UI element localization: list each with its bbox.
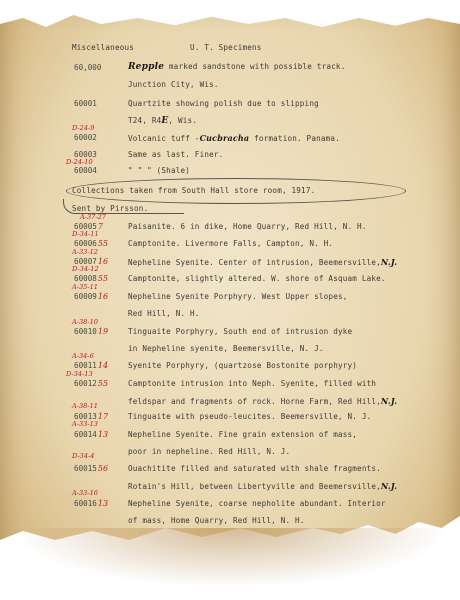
entry-text: marked sandstone with possible track.: [164, 62, 346, 71]
red-catalog-code: D-34-12: [72, 265, 99, 273]
red-suffix: 13: [97, 430, 109, 439]
entry-line: [128, 133, 340, 143]
header-right: U. T. Specimens: [190, 43, 262, 52]
red-catalog-code: A-35-11: [72, 283, 98, 291]
red-catalog-code: A-33-16: [72, 489, 98, 497]
red-suffix: 55: [97, 239, 109, 248]
specimen-number-text: 60007: [74, 257, 97, 266]
entry-line: of mass, Home Quarry, Red Hill, N. H.: [128, 516, 305, 525]
red-suffix: 16: [97, 257, 109, 266]
entry-line: Syenite Porphyry, (quartzose Bostonite porphyry): [128, 361, 358, 370]
entry-line: Same as last. Finer.: [128, 150, 224, 159]
specimen-number-text: 60012: [74, 379, 97, 388]
red-suffix: 14: [97, 361, 109, 370]
red-suffix: 17: [97, 412, 109, 421]
specimen-number: 60001: [74, 99, 97, 108]
red-suffix: 55: [97, 379, 109, 388]
entry-line: Quartzite showing polish due to slipping: [128, 99, 319, 108]
entry-line: Nepheline Syenite. Fine grain extension of mass,: [128, 430, 358, 439]
specimen-number-text: 60009: [74, 292, 97, 301]
red-catalog-code: D-34-13: [66, 370, 93, 378]
red-catalog-code: A-33-13: [72, 420, 98, 428]
handwritten-correction: E: [161, 116, 169, 126]
red-suffix: 13: [97, 499, 109, 508]
red-catalog-code: D-34-11: [72, 230, 99, 238]
entry-line: [128, 481, 397, 491]
entry-line: Tinguaite with pseudo-leucites. Beemersville, N. J.: [128, 412, 372, 421]
specimen-number: [74, 327, 108, 336]
specimen-number: [74, 464, 108, 473]
entry-line: Nepheline Syenite, coarse nepholite abundant. Interior: [128, 499, 386, 508]
entry-line: Nepheline Syenite Porphyry. West Upper slopes,: [128, 292, 348, 301]
red-suffix: 55: [97, 274, 109, 283]
entry-text: formation. Panama.: [249, 134, 340, 143]
entry-line: Camptonite, slightly altered. W. shore of Asquam Lake.: [128, 274, 386, 283]
entry-line: [128, 396, 397, 406]
specimen-number-text: 60011: [74, 361, 97, 370]
specimen-number: [74, 239, 108, 248]
entry-line: Paisanite. 6 in dike, Home Quarry, Red Hill, N. H.: [128, 222, 367, 231]
specimen-number-text: 60005: [74, 222, 97, 231]
specimen-number-text: 60015: [74, 464, 97, 473]
red-catalog-code: D-24-10: [66, 158, 93, 166]
red-suffix: 16: [97, 292, 109, 301]
specimen-number: 60003: [74, 150, 97, 159]
entry-text: Rotain's Hill, between Libertyville and Beemersville,: [128, 482, 381, 491]
entry-line: Camptonite. Livermore Falls, Campton, N. H.: [128, 239, 334, 248]
entry-text: T24, R4: [128, 116, 162, 125]
entry-line: poor in nepheline. Red Hill, N. J.: [128, 447, 291, 456]
red-catalog-code: A-37-27: [80, 213, 106, 221]
entry-text: Volcanic tuff -: [128, 134, 200, 143]
specimen-number: [74, 430, 108, 439]
entry-line: Tinguaite Porphyry, South end of intrusion dyke: [128, 327, 353, 336]
entry-line: [128, 116, 197, 126]
specimen-number: [74, 379, 108, 388]
specimen-number-text: 60013: [74, 412, 97, 421]
entry-text: , Wis.: [168, 116, 198, 125]
specimen-number: [74, 274, 108, 283]
handwritten-correction: N.J.: [380, 257, 398, 267]
entry-line: in Nepheline syenite, Beemersville, N. J.: [128, 344, 324, 353]
specimen-number-text: 60016: [74, 499, 97, 508]
red-catalog-code: A-38-10: [72, 318, 98, 326]
specimen-number: [74, 361, 108, 370]
header-left: Miscellaneous: [72, 43, 135, 52]
specimen-number: 60002: [74, 133, 97, 142]
handwritten-correction: Repple: [128, 62, 165, 72]
entry-line: Junction City, Wis.: [128, 80, 219, 89]
entry-text: Nepheline Syenite. Center of intrusion, Beemersville,: [128, 258, 381, 267]
entry-line: Camptonite intrusion into Neph. Syenite, filled with: [128, 379, 377, 388]
red-catalog-code: D-34-4: [72, 452, 95, 460]
specimen-number-text: 60008: [74, 274, 97, 283]
specimen-number-text: 60010: [74, 327, 97, 336]
entry-text: feldspar and fragments of rock. Horne Farm, Red Hill,: [128, 397, 381, 406]
collection-note: Collections taken from South Hall store room, 1917.: [72, 186, 316, 195]
red-catalog-code: D-24-9: [72, 124, 95, 132]
handwritten-correction: N.J.: [380, 481, 398, 491]
specimen-number: 60,000: [74, 63, 102, 72]
entry-line: " " " (Shale): [128, 166, 191, 175]
water-stain: [10, 528, 450, 588]
entry-line: Red Hill, N. H.: [128, 309, 200, 318]
handwritten-correction: Cucbracha: [199, 133, 250, 143]
entry-line: [128, 62, 345, 72]
entry-line: Ouachitite filled and saturated with shale fragments.: [128, 464, 381, 473]
specimen-number-text: 60006: [74, 239, 97, 248]
red-suffix: 19: [97, 327, 109, 336]
red-suffix: 56: [97, 464, 109, 473]
red-catalog-code: A-38-11: [72, 402, 98, 410]
red-catalog-code: A-34-6: [72, 352, 94, 360]
collection-note-sender: Sent by Pirsson.: [72, 204, 149, 213]
specimen-number: 60004: [74, 166, 97, 175]
specimen-number-text: 60014: [74, 430, 97, 439]
entry-line: [128, 257, 397, 267]
specimen-number: [74, 292, 108, 301]
handwritten-correction: N.J.: [380, 396, 398, 406]
red-catalog-code: A-33-12: [72, 248, 98, 256]
red-suffix: 7: [97, 222, 103, 231]
specimen-number: [74, 499, 108, 508]
